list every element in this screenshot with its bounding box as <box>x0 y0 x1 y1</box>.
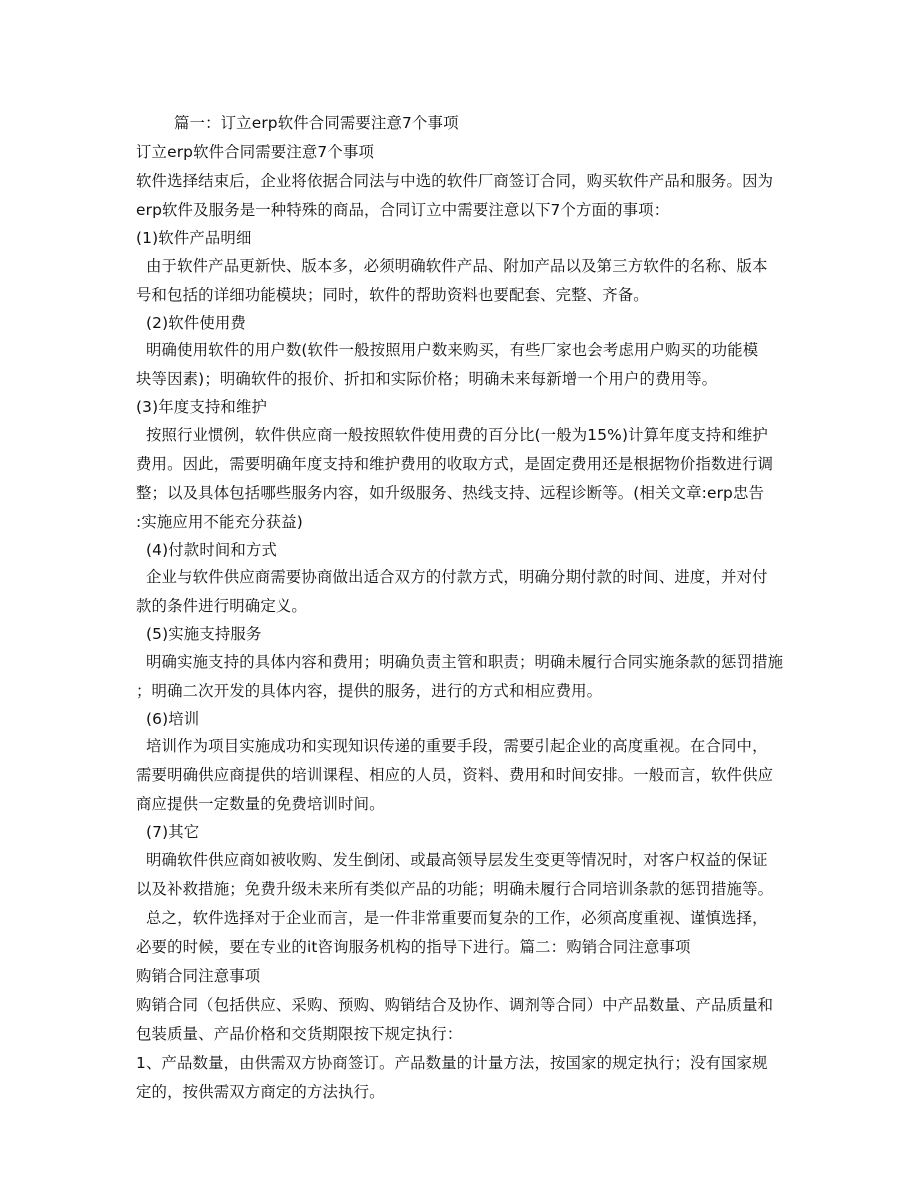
paragraph-line: 必要的时候，要在专业的it咨询服务机构的指导下进行。篇二：购销合同注意事项 <box>136 937 691 956</box>
item-heading-1: (1)软件产品明细 <box>136 229 252 247</box>
paragraph-line: ；明确二次开发的具体内容，提供的服务，进行的方式和相应费用。 <box>136 681 603 700</box>
item-heading-3: (3)年度支持和维护 <box>136 398 268 416</box>
paragraph-line: 商应提供一定数量的免费培训时间。 <box>136 795 385 813</box>
paragraph-line: 由于软件产品更新快、版本多，必须明确软件产品、附加产品以及第三方软件的名称、版本 <box>146 256 768 275</box>
document-body <box>136 109 786 1107</box>
paragraph-line: 款的条件进行明确定义。 <box>136 597 307 615</box>
paragraph-line: 1、产品数量，由供需双方协商签订。产品数量的计量方法，按国家的规定执行；没有国家规 <box>136 1053 768 1072</box>
item-heading-5: (5)实施支持服务 <box>146 625 262 643</box>
paragraph-line: 需要明确供应商提供的培训课程、相应的人员，资料、费用和时间安排。一般而言，软件供应 <box>136 766 774 784</box>
paragraph-line: :实施应用不能充分获益) <box>136 512 303 531</box>
paragraph-line: 培训作为项目实施成功和实现知识传递的重要手段，需要引起企业的高度重视。在合同中， <box>146 737 768 755</box>
paragraph-line: 费用。因此，需要明确年度支持和维护费用的收取方式，是固定费用还是根据物价指数进行调 <box>136 454 774 473</box>
paragraph-line: 明确使用软件的用户数(软件一般按照用户数来购买，有些厂家也会考虑用户购买的功能模 <box>146 341 759 359</box>
item-heading-6: (6)培训 <box>146 709 200 728</box>
paragraph-line: 明确软件供应商如被收购、发生倒闭、或最高领导层发生变更等情况时，对客户权益的保证 <box>146 850 768 869</box>
paragraph-line: 定的，按供需双方商定的方法执行。 <box>136 1082 385 1101</box>
paragraph-line: 购销合同（包括供应、采购、预购、购销结合及协作、调剂等合同）中产品数量、产品质量和 <box>136 995 774 1014</box>
article-heading-1: 订立erp软件合同需要注意7个事项 <box>136 143 374 161</box>
paragraph-line: erp软件及服务是一种特殊的商品，合同订立中需要注意以下7个方面的事项： <box>136 201 670 219</box>
item-heading-2: (2)软件使用费 <box>146 313 246 332</box>
paragraph-line: 包装质量、产品价格和交货期限按下规定执行： <box>136 1024 463 1043</box>
paragraph-line: 块等因素)；明确软件的报价、折扣和实际价格；明确未来每新增一个用户的费用等。 <box>136 370 718 388</box>
paragraph-line: 明确实施支持的具体内容和费用；明确负责主管和职责；明确未履行合同实施条款的惩罚措施 <box>146 652 784 671</box>
paragraph-line: 以及补救措施；免费升级未来所有类似产品的功能；明确未履行合同培训条款的惩罚措施等。 <box>136 879 774 898</box>
paragraph-line: 总之，软件选择对于企业而言，是一件非常重要而复杂的工作，必须高度重视、谨慎选择， <box>146 908 768 927</box>
paragraph-line: 号和包括的详细功能模块；同时，软件的帮助资料也要配套、完整、齐备。 <box>136 285 649 304</box>
paragraph-line: 按照行业惯例，软件供应商一般按照软件使用费的百分比(一般为15%)计算年度支持和维护 <box>146 425 768 444</box>
item-heading-4: (4)付款时间和方式 <box>146 540 278 559</box>
item-heading-7: (7)其它 <box>146 823 200 841</box>
section-title-1: 篇一：订立erp软件合同需要注意7个事项 <box>174 114 459 132</box>
paragraph-line: 软件选择结束后，企业将依据合同法与中选的软件厂商签订合同，购买软件产品和服务。因为 <box>136 172 774 190</box>
paragraph-line: 整；以及具体包括哪些服务内容，如升级服务、热线支持、远程诊断等。(相关文章:erp忠告 <box>136 483 765 502</box>
paragraph-line: 企业与软件供应商需要协商做出适合双方的付款方式，明确分期付款的时间、进度，并对付 <box>146 568 768 586</box>
article-heading-2: 购销合同注意事项 <box>136 966 261 985</box>
